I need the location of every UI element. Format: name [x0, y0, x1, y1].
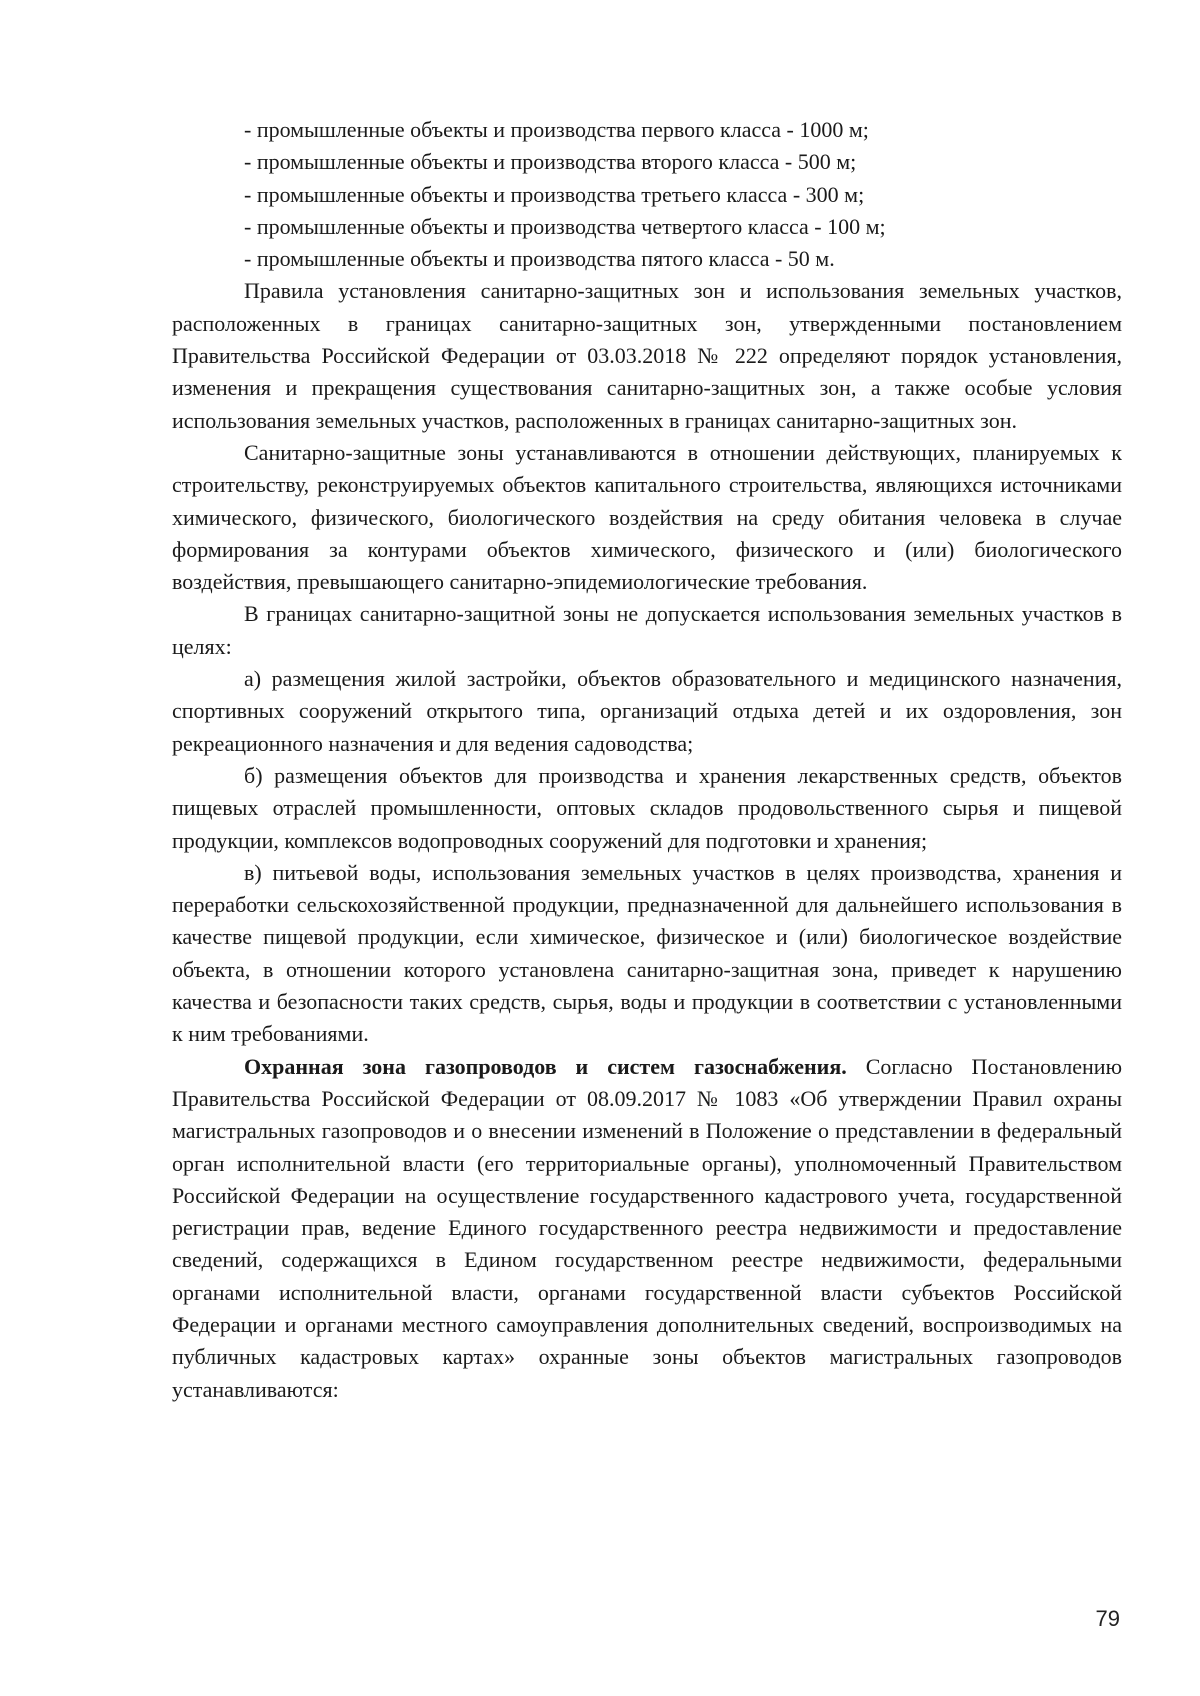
paragraph-text: Согласно Постановлению Правительства Российской Федерации от 08.09.2017 № 1083 «Об утверждении Правил охраны магистральных газопроводов и о внесении изменений в Положение о представлении в федеральный орган исполнительной власти (его территориальные органы), уполномоченный Правительством Российской Федерации на осуществление государственного кадастрового учета, государственной регистрации прав, ведение Единого государственного реестра недвижимости и предоставление сведений, содержащихся в Едином государственном реестре недвижимости, федеральными органами исполнительной власти, органами государственной власти субъектов Российской Федерации и органами местного самоуправления дополнительных сведений, воспроизводимых на публичных кадастровых картах» охранные зоны объектов магистральных газопроводов устанавливаются: [172, 1053, 1122, 1402]
paragraph-restrictions-intro: В границах санитарно-защитной зоны не допускается использования земельных участков в целях: [172, 601, 1122, 659]
paragraph-sanitary-zones: Санитарно-защитные зоны устанавливаются в отношении действующих, планируемых к строительству, реконструируемых объектов капитального строительства, являющихся источниками химического, физического, биологического воздействия на среду обитания человека в случае формирования за контурами объектов химического, физического и (или) биологического воздействия, превышающего санитарно-эпидемиологические требования. [172, 439, 1122, 595]
paragraph-sanitary-rules: Правила установления санитарно-защитных зон и использования земельных участков, расположенных в границах санитарно-защитных зон, утвержденными постановлением Правительства Российской Федерации от 03.03.2018 № 222 определяют порядок установления, изменения и прекращения существования санитарно-защитных зон, а также особые условия использования земельных участков, расположенных в границах санитарно-защитных зон. [172, 278, 1122, 433]
page-body [172, 114, 1122, 1406]
list-item: - промышленные объекты и производства третьего класса - 300 м; [244, 181, 865, 207]
paragraph-restriction-a: а) размещения жилой застройки, объектов образовательного и медицинского назначения, спортивных сооружений открытого типа, организаций отдыха детей и их оздоровления, зон рекреационного назначения и для ведения садоводства; [172, 666, 1122, 756]
paragraph-gas-pipeline-zone [172, 1051, 1122, 1406]
paragraph-restriction-b: б) размещения объектов для производства и хранения лекарственных средств, объектов пищевых отраслей промышленности, оптовых складов продовольственного сырья и пищевой продукции, комплексов водопроводных сооружений для подготовки и хранения; [172, 762, 1122, 853]
page-number: 79 [1095, 1606, 1120, 1631]
list-item: - промышленные объекты и производства пятого класса - 50 м. [244, 246, 835, 272]
list-item: - промышленные объекты и производства второго класса - 500 м; [244, 149, 857, 175]
paragraph-restriction-c: в) питьевой воды, использования земельных участков в целях производства, хранения и переработки сельскохозяйственной продукции, предназначенной для дальнейшего использования в качестве пищевой продукции, если химическое, физическое и (или) биологическое воздействие объекта, в отношении которого установлена санитарно-защитная зона, приведет к нарушению качества и безопасности таких средств, сырья, воды и продукции в соответствии с установленными к ним требованиями. [172, 859, 1122, 1047]
list-item: - промышленные объекты и производства четвертого класса - 100 м; [244, 213, 886, 239]
section-heading: Охранная зона газопроводов и систем газоснабжения. [244, 1053, 847, 1079]
list-item: - промышленные объекты и производства первого класса - 1000 м; [244, 117, 869, 142]
